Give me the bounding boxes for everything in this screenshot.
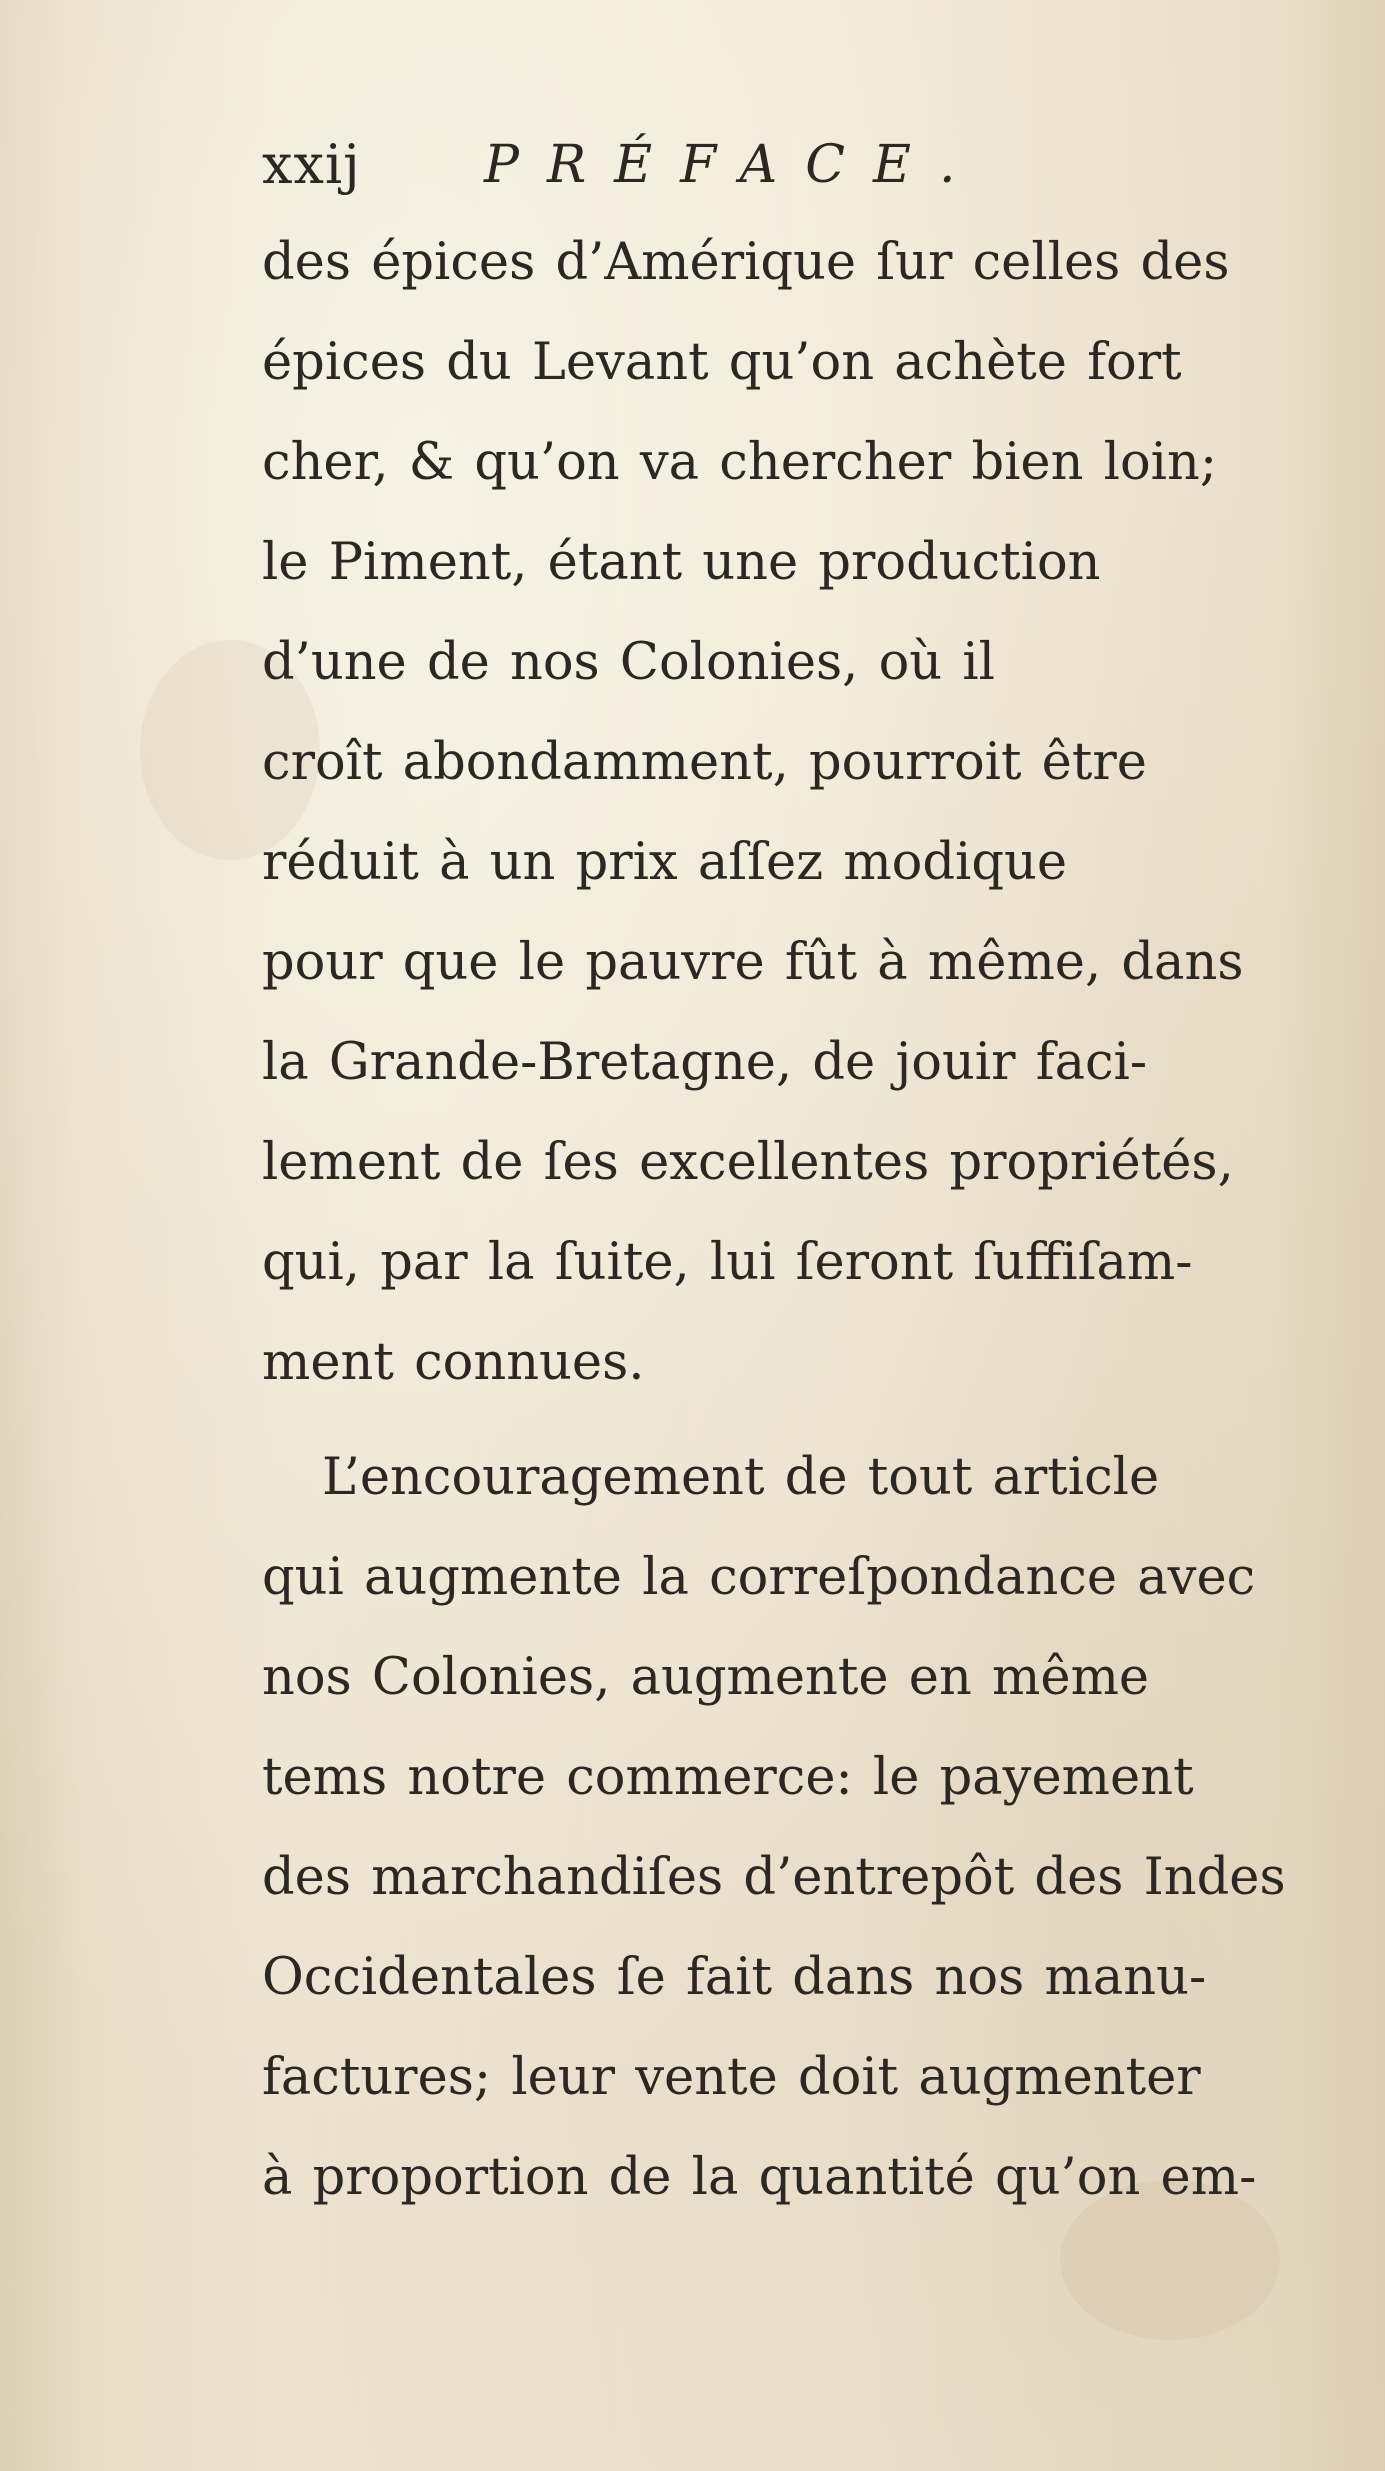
text-line: cher, & qu’on va chercher bien loin; xyxy=(262,433,1217,492)
text-line: factures; leur vente doit augmenter xyxy=(262,2048,1201,2107)
text-line: croît abondamment, pourroit être xyxy=(262,733,1147,792)
text-line: lement de ſes excellentes propriétés, xyxy=(262,1133,1234,1192)
text-line: Occidentales ſe fait dans nos manu- xyxy=(262,1948,1207,2007)
text-line: d’une de nos Colonies, où il xyxy=(262,633,995,692)
text-line: ment connues. xyxy=(262,1333,645,1392)
text-line: pour que le pauvre fût à même, dans xyxy=(262,933,1244,992)
text-line: qui, par la ſuite, lui ſeront ſuffiſam- xyxy=(262,1233,1193,1292)
text-line: à proportion de la quantité qu’on em- xyxy=(262,2148,1257,2207)
text-line: des marchandiſes d’entrepôt des Indes xyxy=(262,1848,1286,1907)
page-number: xxij xyxy=(262,133,361,196)
running-title: PRÉFACE. xyxy=(484,135,984,195)
running-head xyxy=(262,133,984,196)
text-line: le Piment, étant une production xyxy=(262,533,1101,592)
text-line: épices du Levant qu’on achète fort xyxy=(262,333,1182,392)
text-line: réduit à un prix aſſez modique xyxy=(262,833,1068,892)
text-line: L’encouragement de tout article xyxy=(322,1448,1160,1507)
text-line: des épices d’Amérique ſur celles des xyxy=(262,233,1230,292)
text-line: qui augmente la correſpondance avec xyxy=(262,1548,1256,1607)
text-line: la Grande-Bretagne, de jouir faci- xyxy=(262,1033,1148,1092)
text-line: nos Colonies, augmente en même xyxy=(262,1648,1150,1707)
text-line: tems notre commerce: le payement xyxy=(262,1748,1194,1807)
